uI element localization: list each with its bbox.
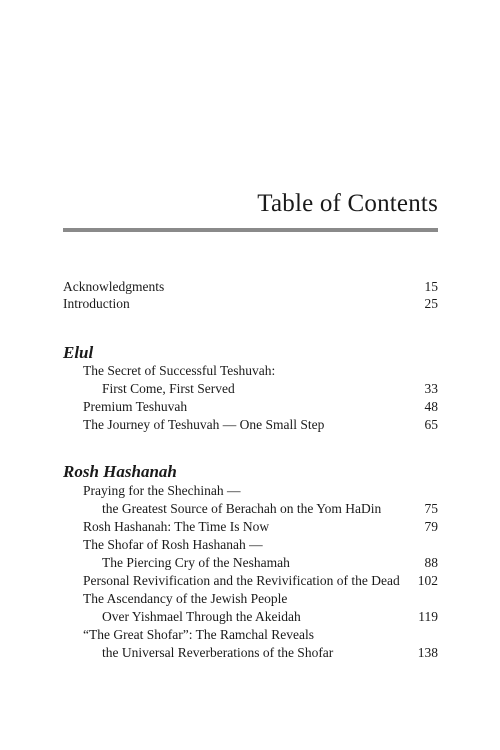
toc-entry-title: Personal Revivification and the Revivification of the Dead (83, 573, 400, 588)
section-heading-rosh-hashanah: Rosh Hashanah (63, 462, 177, 481)
toc-entry[interactable] (63, 626, 438, 644)
toc-entry-title: Introduction (63, 296, 130, 311)
toc-entry-continuation[interactable] (63, 500, 438, 518)
toc-entry-title: The Shofar of Rosh Hashanah — (83, 537, 263, 552)
toc-entry-title: The Journey of Teshuvah — One Small Step (83, 417, 325, 432)
toc-entry-subtitle: Over Yishmael Through the Akeidah (102, 609, 301, 624)
toc-entry-continuation[interactable] (63, 644, 438, 662)
toc-entry[interactable] (63, 398, 438, 416)
toc-entry-title: “The Great Shofar”: The Ramchal Reveals (83, 627, 315, 642)
toc-entry-title: The Ascendancy of the Jewish People (83, 591, 288, 606)
toc-entry-subtitle: the Greatest Source of Berachah on the Yom HaDin (102, 501, 382, 516)
toc-entry-subtitle: the Universal Reverberations of the Shofar (102, 645, 334, 660)
toc-entry-page: 79 (424, 519, 438, 534)
table-of-contents (63, 0, 438, 750)
toc-entry-continuation[interactable] (63, 608, 438, 626)
toc-entry-page: 119 (418, 609, 438, 624)
toc-entry-continuation[interactable] (63, 554, 438, 572)
toc-entry[interactable] (63, 590, 438, 608)
toc-entry-title: Praying for the Shechinah — (83, 483, 241, 498)
toc-entry-page: 138 (417, 645, 438, 660)
toc-entry-page: 102 (417, 573, 438, 588)
toc-entry[interactable] (63, 362, 438, 380)
toc-entry[interactable] (63, 572, 438, 590)
toc-entry-page: 15 (424, 279, 438, 294)
toc-entry-page: 88 (424, 555, 438, 570)
toc-entry-title: The Secret of Successful Teshuvah: (83, 363, 276, 378)
toc-entry-subtitle: The Piercing Cry of the Neshamah (102, 555, 290, 570)
toc-entry-page: 33 (424, 381, 438, 396)
toc-entry-title: Acknowledgments (63, 279, 165, 294)
toc-entry-page: 48 (424, 399, 438, 414)
toc-entry[interactable] (63, 518, 438, 536)
toc-entry-title: Rosh Hashanah: The Time Is Now (83, 519, 270, 534)
toc-entry-continuation[interactable] (63, 380, 438, 398)
toc-entry[interactable] (63, 482, 438, 500)
toc-entry-page: 65 (424, 417, 438, 432)
section-heading-elul: Elul (63, 343, 94, 362)
page-title: Table of Contents (257, 190, 438, 217)
toc-entry-page: 25 (424, 296, 438, 311)
toc-entry-subtitle: First Come, First Served (102, 381, 235, 396)
toc-entry-introduction[interactable] (63, 295, 438, 313)
toc-entry-title: Premium Teshuvah (83, 399, 188, 414)
toc-entry-page: 75 (424, 501, 438, 516)
toc-entry[interactable] (63, 536, 438, 554)
toc-entry-acknowledgments[interactable] (63, 278, 438, 296)
toc-entry[interactable] (63, 416, 438, 434)
